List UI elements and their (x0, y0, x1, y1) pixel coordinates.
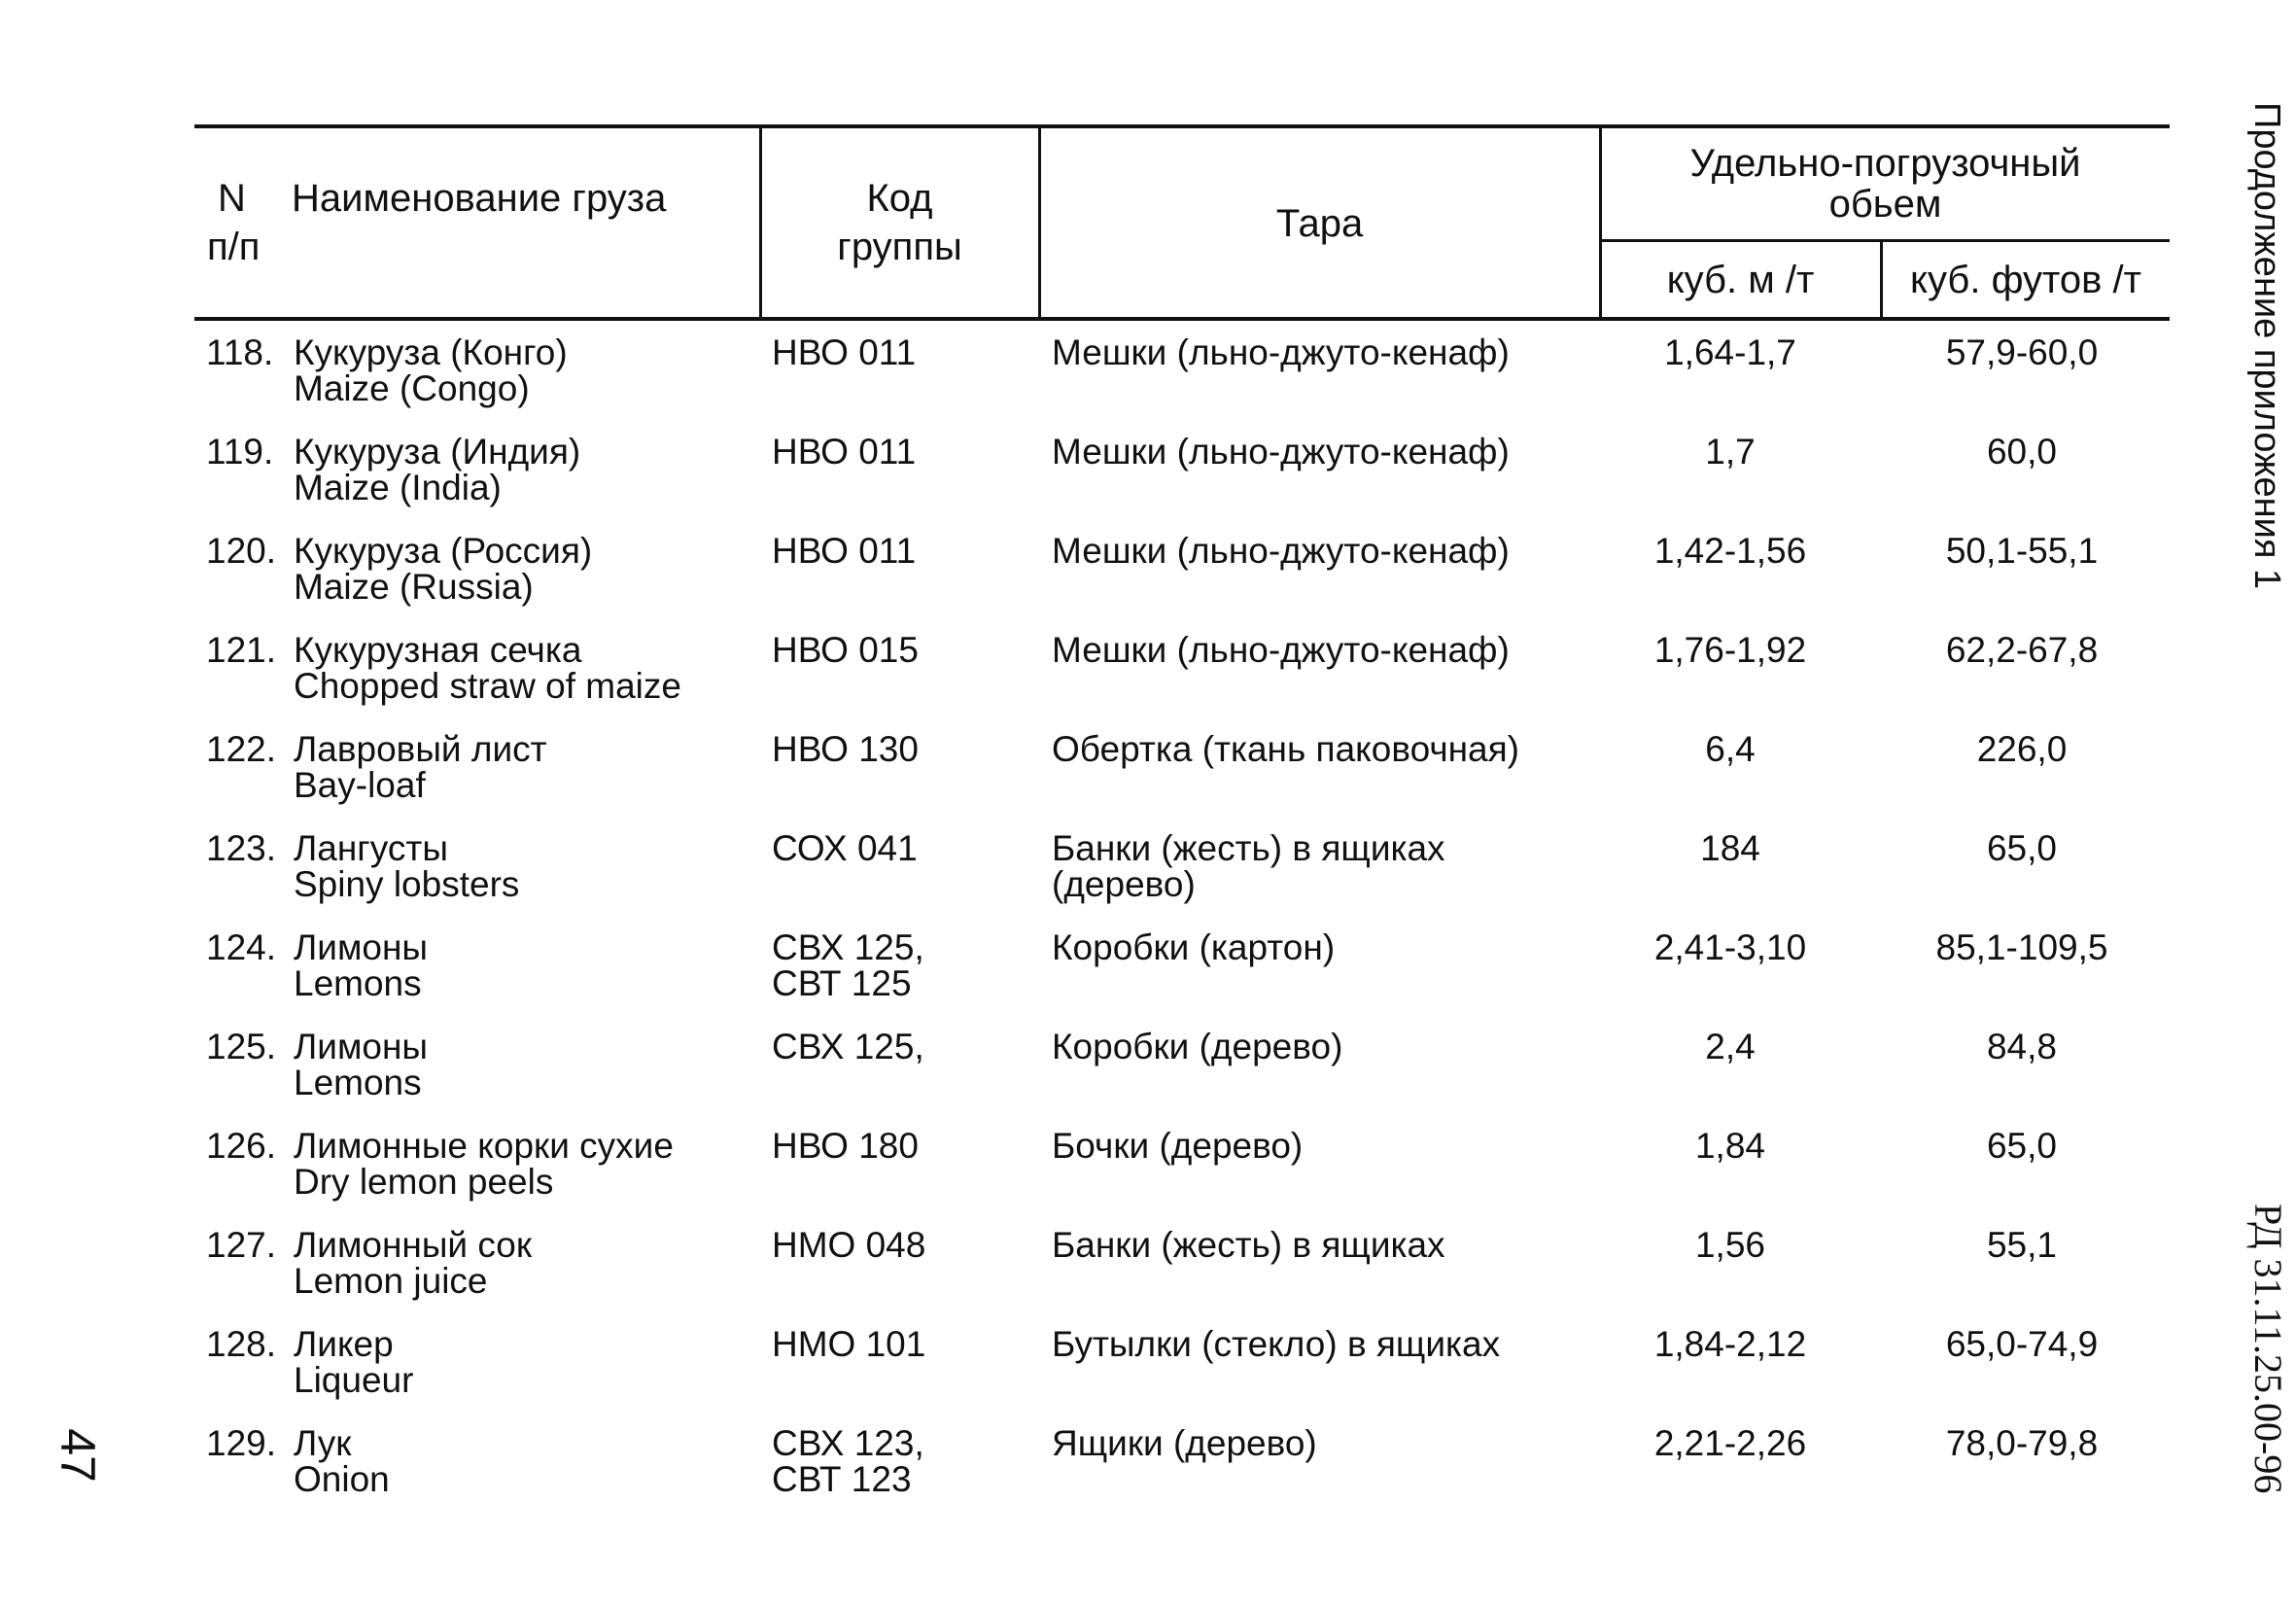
packaging: Мешки (льно-джуто-кенаф) (1052, 432, 1510, 472)
header-num-sub: п/п (207, 226, 261, 268)
header-code-sub: группы (837, 226, 962, 268)
volume-ft3: 57,9-60,0 (1945, 332, 2099, 372)
packaging: Ящики (дерево) (1052, 1423, 1317, 1463)
volume-ft3: 65,0 (1986, 1126, 2057, 1166)
header-cargo-name: Наименование груза (292, 177, 667, 220)
row-number: 129. (206, 1423, 277, 1463)
group-code: СВХ 123, (772, 1423, 924, 1463)
row-number: 128. (206, 1324, 277, 1364)
cargo-name-en: Spiny lobsters (294, 864, 520, 904)
group-code: НВО 011 (772, 531, 917, 571)
row-number: 124. (206, 927, 277, 967)
volume-m3: 1,7 (1705, 432, 1756, 472)
code-col-divider (759, 126, 762, 319)
continuation-note: Продолжение приложения 1 (2246, 102, 2287, 590)
cargo-name-ru: Лук (294, 1423, 352, 1463)
row-124 (0, 929, 2296, 1017)
row-126 (0, 1128, 2296, 1215)
row-125 (0, 1029, 2296, 1116)
packaging: Банки (жесть) в ящиках (1052, 828, 1445, 868)
packaging: Бутылки (стекло) в ящиках (1052, 1324, 1501, 1364)
cargo-name-en: Liqueur (294, 1360, 414, 1400)
header-code: Код (866, 177, 933, 220)
group-code: НВО 011 (772, 432, 917, 472)
group-code: НВО 011 (772, 332, 917, 372)
cargo-name-ru: Кукурузная сечка (294, 630, 582, 670)
cargo-name-en: Dry lemon peels (294, 1162, 554, 1202)
header-unit-ft3: куб. футов /т (1910, 259, 2141, 301)
group-code: НМО 048 (772, 1225, 926, 1265)
volume-ft3: 55,1 (1986, 1225, 2057, 1265)
row-121 (0, 632, 2296, 719)
volume-ft3: 84,8 (1986, 1027, 2057, 1066)
row-120 (0, 533, 2296, 620)
packaging: Коробки (картон) (1052, 927, 1336, 967)
volume-ft3: 60,0 (1986, 432, 2057, 472)
cargo-name-ru: Кукуруза (Конго) (294, 332, 568, 372)
volume-ft3: 226,0 (1976, 729, 2068, 769)
group-code: НВО 130 (772, 729, 919, 769)
row-number: 121. (206, 630, 277, 670)
row-number: 120. (206, 531, 277, 571)
cargo-name-ru: Кукуруза (Россия) (294, 531, 593, 571)
row-number: 127. (206, 1225, 277, 1265)
page-number: 47 (50, 1428, 105, 1483)
volume-ft3: 85,1-109,5 (1935, 927, 2108, 967)
volume-ft3: 65,0-74,9 (1945, 1324, 2099, 1364)
row-number: 118. (206, 332, 274, 372)
document-code: РД 31.11.25.00-96 (2246, 1204, 2290, 1494)
packaging: Обертка (ткань паковочная) (1052, 729, 1519, 769)
volume-m3: 2,21-2,26 (1653, 1423, 1807, 1463)
header-tara: Тара (1275, 202, 1364, 245)
group-code: НВО 180 (772, 1126, 919, 1166)
cargo-name-en: Bay-loaf (294, 765, 426, 805)
row-128 (0, 1326, 2296, 1414)
row-118 (0, 334, 2296, 422)
packaging: Мешки (льно-джуто-кенаф) (1052, 332, 1510, 372)
cargo-name-en: Chopped straw of maize (294, 666, 681, 706)
volume-m3: 1,56 (1694, 1225, 1765, 1265)
cargo-name-en: Lemons (294, 963, 422, 1003)
cargo-name-en: Lemons (294, 1063, 422, 1102)
group-code: НВО 015 (772, 630, 919, 670)
header-volume: Удельно-погрузочный (1689, 142, 2081, 185)
header-volume-sub: обьем (1828, 183, 1942, 226)
row-129 (0, 1425, 2296, 1513)
volume-ft3: 50,1-55,1 (1945, 531, 2099, 571)
cargo-name-ru: Лимонные корки сухие (294, 1126, 674, 1166)
row-119 (0, 434, 2296, 521)
volume-m3: 1,76-1,92 (1653, 630, 1807, 670)
cargo-name-en: Maize (Russia) (294, 567, 534, 607)
volume-divider-rule (1599, 239, 2170, 242)
cargo-name-ru: Кукуруза (Индия) (294, 432, 581, 472)
row-number: 119. (206, 432, 274, 472)
packaging: Банки (жесть) в ящиках (1052, 1225, 1445, 1265)
row-number: 123. (206, 828, 277, 868)
packaging-line2: (дерево) (1052, 864, 1196, 904)
volume-m3: 1,42-1,56 (1653, 531, 1807, 571)
group-code: СВХ 125, (772, 1027, 924, 1066)
cargo-name-en: Maize (Congo) (294, 368, 530, 408)
volume-m3: 6,4 (1705, 729, 1756, 769)
cargo-name-ru: Лимоны (294, 1027, 428, 1066)
cargo-name-en: Onion (294, 1459, 390, 1499)
header-unit-m3: куб. м /т (1666, 259, 1815, 301)
row-number: 125. (206, 1027, 277, 1066)
cargo-name-en: Lemon juice (294, 1261, 488, 1301)
group-code-line2: СВТ 125 (772, 963, 912, 1003)
packaging: Коробки (дерево) (1052, 1027, 1343, 1066)
volume-m3: 1,64-1,7 (1664, 332, 1796, 372)
cargo-name-en: Maize (India) (294, 468, 502, 507)
row-number: 126. (206, 1126, 277, 1166)
volume-m3: 1,84-2,12 (1653, 1324, 1807, 1364)
row-number: 122. (206, 729, 277, 769)
header-bottom-rule (194, 317, 2170, 321)
group-code: СОХ 041 (772, 828, 918, 868)
cargo-name-ru: Лимоны (294, 927, 428, 967)
cargo-name-ru: Лавровый лист (294, 729, 547, 769)
cargo-name-ru: Лангусты (294, 828, 448, 868)
group-code: СВХ 125, (772, 927, 924, 967)
packaging: Мешки (льно-джуто-кенаф) (1052, 630, 1510, 670)
volume-ft3: 65,0 (1986, 828, 2057, 868)
group-code-line2: СВТ 123 (772, 1459, 912, 1499)
volume-ft3: 62,2-67,8 (1945, 630, 2099, 670)
row-127 (0, 1227, 2296, 1314)
volume-ft3: 78,0-79,8 (1945, 1423, 2099, 1463)
packaging: Бочки (дерево) (1052, 1126, 1304, 1166)
packaging: Мешки (льно-джуто-кенаф) (1052, 531, 1510, 571)
volume-m3: 184 (1700, 828, 1760, 868)
volume-m3: 2,41-3,10 (1653, 927, 1807, 967)
header-num: N (218, 177, 246, 220)
row-123 (0, 830, 2296, 918)
table-top-rule (194, 124, 2170, 128)
group-code: НМО 101 (772, 1324, 926, 1364)
volume-m3: 1,84 (1694, 1126, 1765, 1166)
cargo-name-ru: Ликер (294, 1324, 394, 1364)
volume-m3: 2,4 (1705, 1027, 1756, 1066)
row-122 (0, 731, 2296, 819)
cargo-name-ru: Лимонный сок (294, 1225, 533, 1265)
